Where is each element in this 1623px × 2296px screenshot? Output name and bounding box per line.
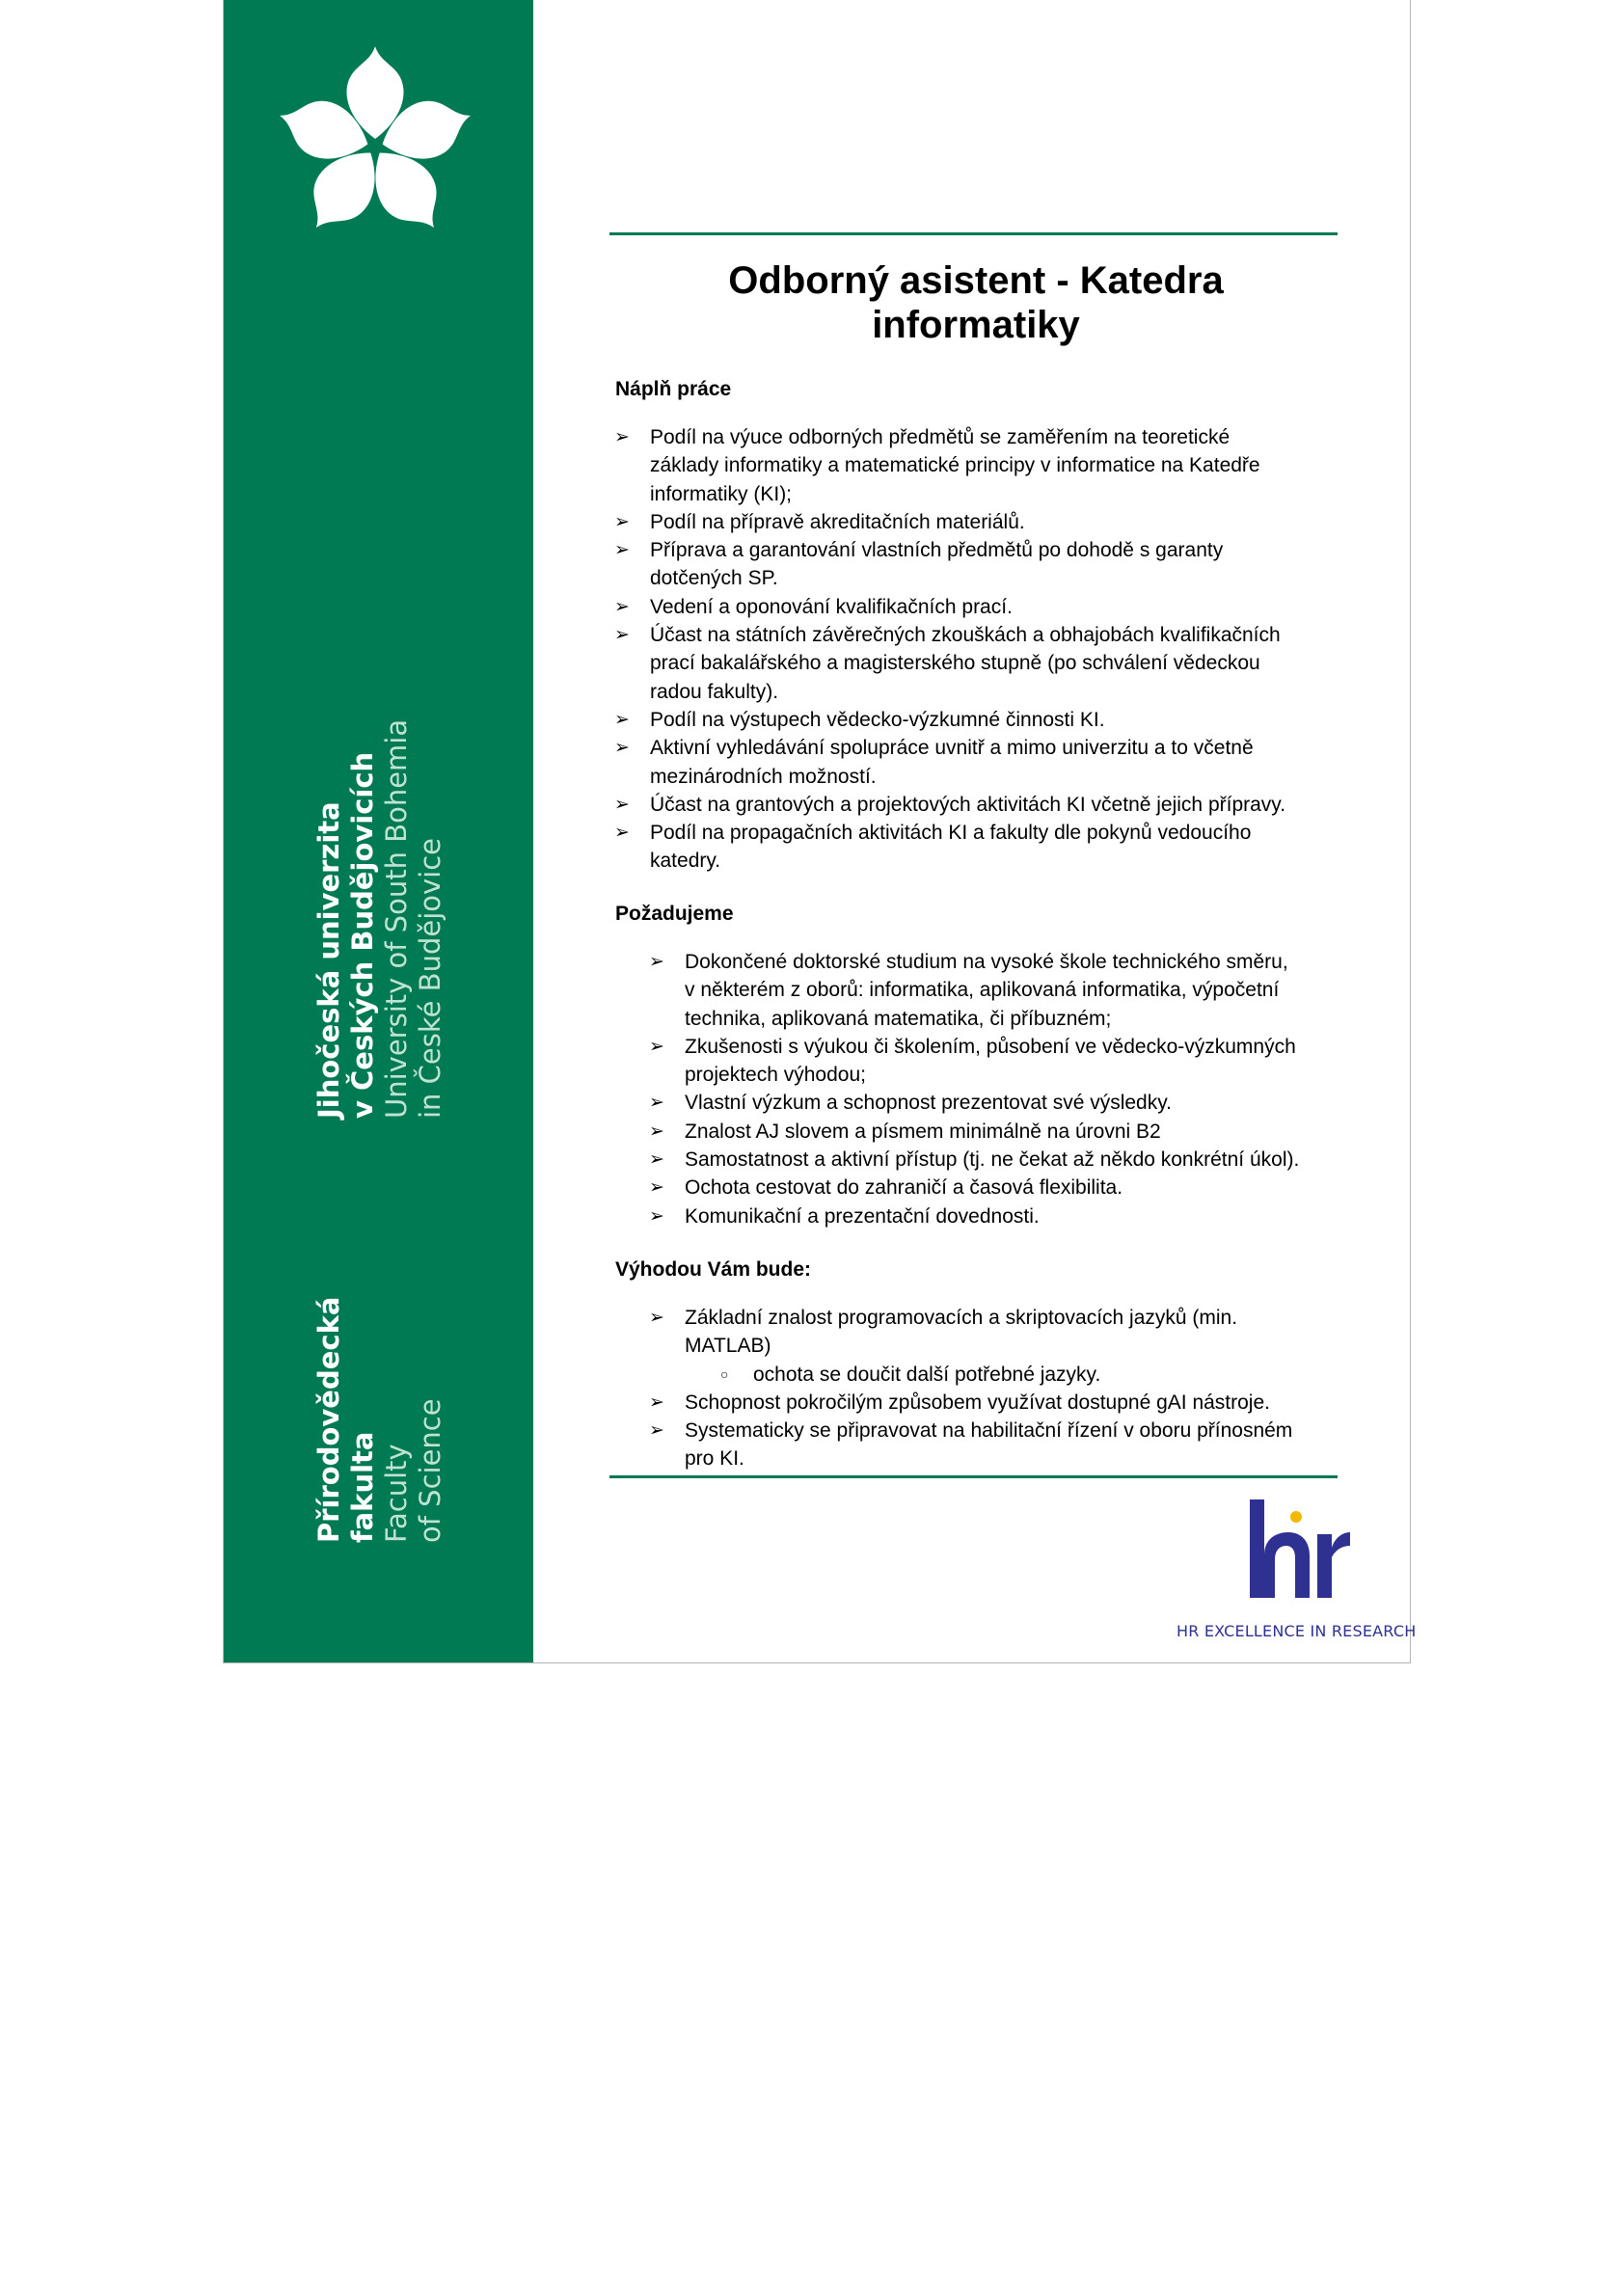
list-item-text: Systematicky se připravovat na habilitační řízení v oboru přínosném	[685, 1419, 1293, 1443]
top-divider	[609, 232, 1338, 235]
university-line: University of South Bohemia	[380, 718, 413, 1119]
list-item-text: v některém z oborů: informatika, aplikovaná informatika, výpočetní	[685, 979, 1280, 1002]
list-item	[614, 508, 1347, 536]
section-title-napln: Náplň práce	[615, 378, 732, 400]
list-item	[614, 621, 1347, 649]
section-title-pozadujeme: Požadujeme	[615, 903, 734, 925]
list-item	[614, 791, 1347, 819]
list-item-text: Podíl na výstupech vědecko-výzkumné činnosti KI.	[650, 708, 1105, 731]
university-line: Jihočeská univerzita	[312, 801, 345, 1119]
arrow-bullet-icon: ➢	[649, 1036, 664, 1057]
circle-bullet-icon: ○	[720, 1365, 729, 1382]
list-item-text: Komunikační a prezentační dovednosti.	[685, 1204, 1040, 1228]
document-page	[223, 0, 1417, 1663]
list-item-continuation	[614, 678, 1347, 706]
list-item-text: Vlastní výzkum a schopnost prezentovat své výsledky.	[685, 1092, 1173, 1115]
list-item-text: projektech výhodou;	[685, 1064, 866, 1087]
hr-excellence-text: HR EXCELLENCE IN RESEARCH	[1177, 1622, 1417, 1640]
list-item	[614, 706, 1347, 734]
list-napln	[614, 423, 1347, 876]
list-item-continuation	[649, 1061, 1363, 1089]
page-title: Odborný asistent - Katedra informatiky	[728, 259, 1224, 346]
list-item	[649, 948, 1363, 976]
list-pozadujeme	[649, 948, 1363, 1230]
list-item	[649, 1089, 1363, 1117]
list-vyhodou	[649, 1304, 1363, 1473]
arrow-bullet-icon: ➢	[614, 823, 630, 844]
list-item-text: Podíl na propagačních aktivitách KI a fakulty dle pokynů vedoucího	[650, 822, 1252, 845]
list-item	[614, 536, 1347, 564]
list-item	[649, 1033, 1363, 1061]
list-item	[649, 1389, 1363, 1417]
university-line: in České Budějovice	[414, 837, 446, 1119]
arrow-bullet-icon: ➢	[614, 511, 630, 532]
list-item-text: Účast na státních závěrečných zkouškách a obhajobách kvalifikačních	[650, 624, 1281, 647]
list-item-text: Samostatnost a aktivní přístup (tj. ne čekat až někdo konkrétní úkol).	[685, 1148, 1300, 1172]
list-item-continuation	[614, 451, 1347, 479]
arrow-bullet-icon: ➢	[614, 625, 630, 646]
arrow-bullet-icon: ➢	[614, 709, 630, 730]
arrow-bullet-icon: ➢	[614, 540, 630, 561]
arrow-bullet-icon: ➢	[649, 1121, 664, 1142]
list-item-continuation	[614, 480, 1347, 508]
arrow-bullet-icon: ➢	[614, 794, 630, 815]
list-item-text: MATLAB)	[685, 1335, 771, 1358]
list-item-text: základy informatiky a matematické principy v informatice na Katedře	[650, 454, 1260, 477]
list-item	[649, 1146, 1363, 1174]
list-item-text: informatiky (KI);	[650, 482, 793, 505]
flower-logo-icon	[273, 41, 477, 243]
list-item-text: Zkušenosti s výukou či školením, působení ve vědecko-výzkumných	[685, 1035, 1296, 1058]
arrow-bullet-icon: ➢	[649, 1177, 664, 1199]
faculty-line: Faculty	[380, 1444, 413, 1543]
faculty-line: fakulta	[346, 1431, 379, 1543]
list-item-continuation	[649, 1332, 1363, 1360]
arrow-bullet-icon: ➢	[614, 738, 630, 759]
bottom-divider	[609, 1475, 1338, 1478]
arrow-bullet-icon: ➢	[649, 1149, 664, 1171]
arrow-bullet-icon: ➢	[649, 1308, 664, 1328]
list-item-continuation	[649, 976, 1363, 1004]
sidebar	[224, 0, 533, 1662]
list-item-text: Podíl na přípravě akreditačních materiálů.	[650, 510, 1025, 533]
list-item-continuation	[614, 763, 1347, 791]
sub-list-item	[649, 1361, 1363, 1389]
arrow-bullet-icon: ➢	[649, 1093, 664, 1114]
list-item-text: radou fakulty).	[650, 680, 779, 703]
faculty-line: Přírodovědecká	[312, 1296, 345, 1543]
list-item	[649, 1174, 1363, 1202]
list-item-text: Aktivní vyhledávání spolupráce uvnitř a mimo univerzitu a to včetně	[650, 737, 1254, 760]
hr-logo-icon	[1246, 1499, 1352, 1606]
list-item	[649, 1202, 1363, 1230]
list-item-text: Podíl na výuce odborných předmětů se zaměřením na teoretické	[650, 426, 1231, 448]
arrow-bullet-icon: ➢	[649, 1391, 664, 1413]
arrow-bullet-icon: ➢	[649, 1420, 664, 1442]
university-name-block	[312, 719, 447, 1119]
list-item-text: mezinárodních možností.	[650, 765, 877, 788]
list-item	[649, 1417, 1363, 1445]
list-item-text: Vedení a oponování kvalifikačních prací.	[650, 595, 1013, 618]
arrow-bullet-icon: ➢	[649, 1205, 664, 1227]
list-item	[614, 593, 1347, 621]
list-item-text: pro KI.	[685, 1447, 744, 1471]
list-item-text: Znalost AJ slovem a písmem minimálně na úrovni B2	[685, 1120, 1161, 1143]
list-item-text: Schopnost pokročilým způsobem využívat dostupné gAI nástroje.	[685, 1391, 1270, 1414]
list-item-text: dotčených SP.	[650, 567, 778, 590]
list-item-continuation	[614, 564, 1347, 592]
section-title-vyhodou: Výhodou Vám bude:	[615, 1258, 812, 1281]
list-item-text: Příprava a garantování vlastních předmětů po dohodě s garanty	[650, 539, 1224, 562]
arrow-bullet-icon: ➢	[614, 427, 630, 447]
list-item-text: Dokončené doktorské studium na vysoké škole technického směru,	[685, 951, 1288, 973]
list-item-text: katedry.	[650, 850, 721, 873]
list-item-continuation	[614, 649, 1347, 677]
list-item-continuation	[649, 1445, 1363, 1472]
list-item	[649, 1118, 1363, 1146]
list-item-text: Ochota cestovat do zahraničí a časová flexibilita.	[685, 1176, 1123, 1200]
list-item-text: Základní znalost programovacích a skriptovacích jazyků (min.	[685, 1307, 1238, 1329]
arrow-bullet-icon: ➢	[649, 952, 664, 972]
university-line: v Českých Budějovicích	[346, 751, 379, 1119]
list-item-continuation	[649, 1005, 1363, 1033]
list-item	[614, 819, 1347, 847]
list-item	[614, 423, 1347, 451]
list-item-text: prací bakalářského a magisterského stupně (po schválení vědeckou	[650, 652, 1260, 675]
list-item-text: Účast na grantových a projektových aktivitách KI včetně jejich přípravy.	[650, 793, 1286, 816]
list-item-continuation	[614, 847, 1347, 875]
arrow-bullet-icon: ➢	[614, 596, 630, 617]
list-item	[614, 734, 1347, 762]
list-item	[649, 1304, 1363, 1332]
list-item-text: technika, aplikovaná matematika, či příbuzném;	[685, 1007, 1112, 1030]
list-item-text: ochota se doučit další potřebné jazyky.	[753, 1363, 1101, 1386]
faculty-name-block	[312, 1297, 447, 1543]
faculty-line: of Science	[414, 1398, 446, 1543]
